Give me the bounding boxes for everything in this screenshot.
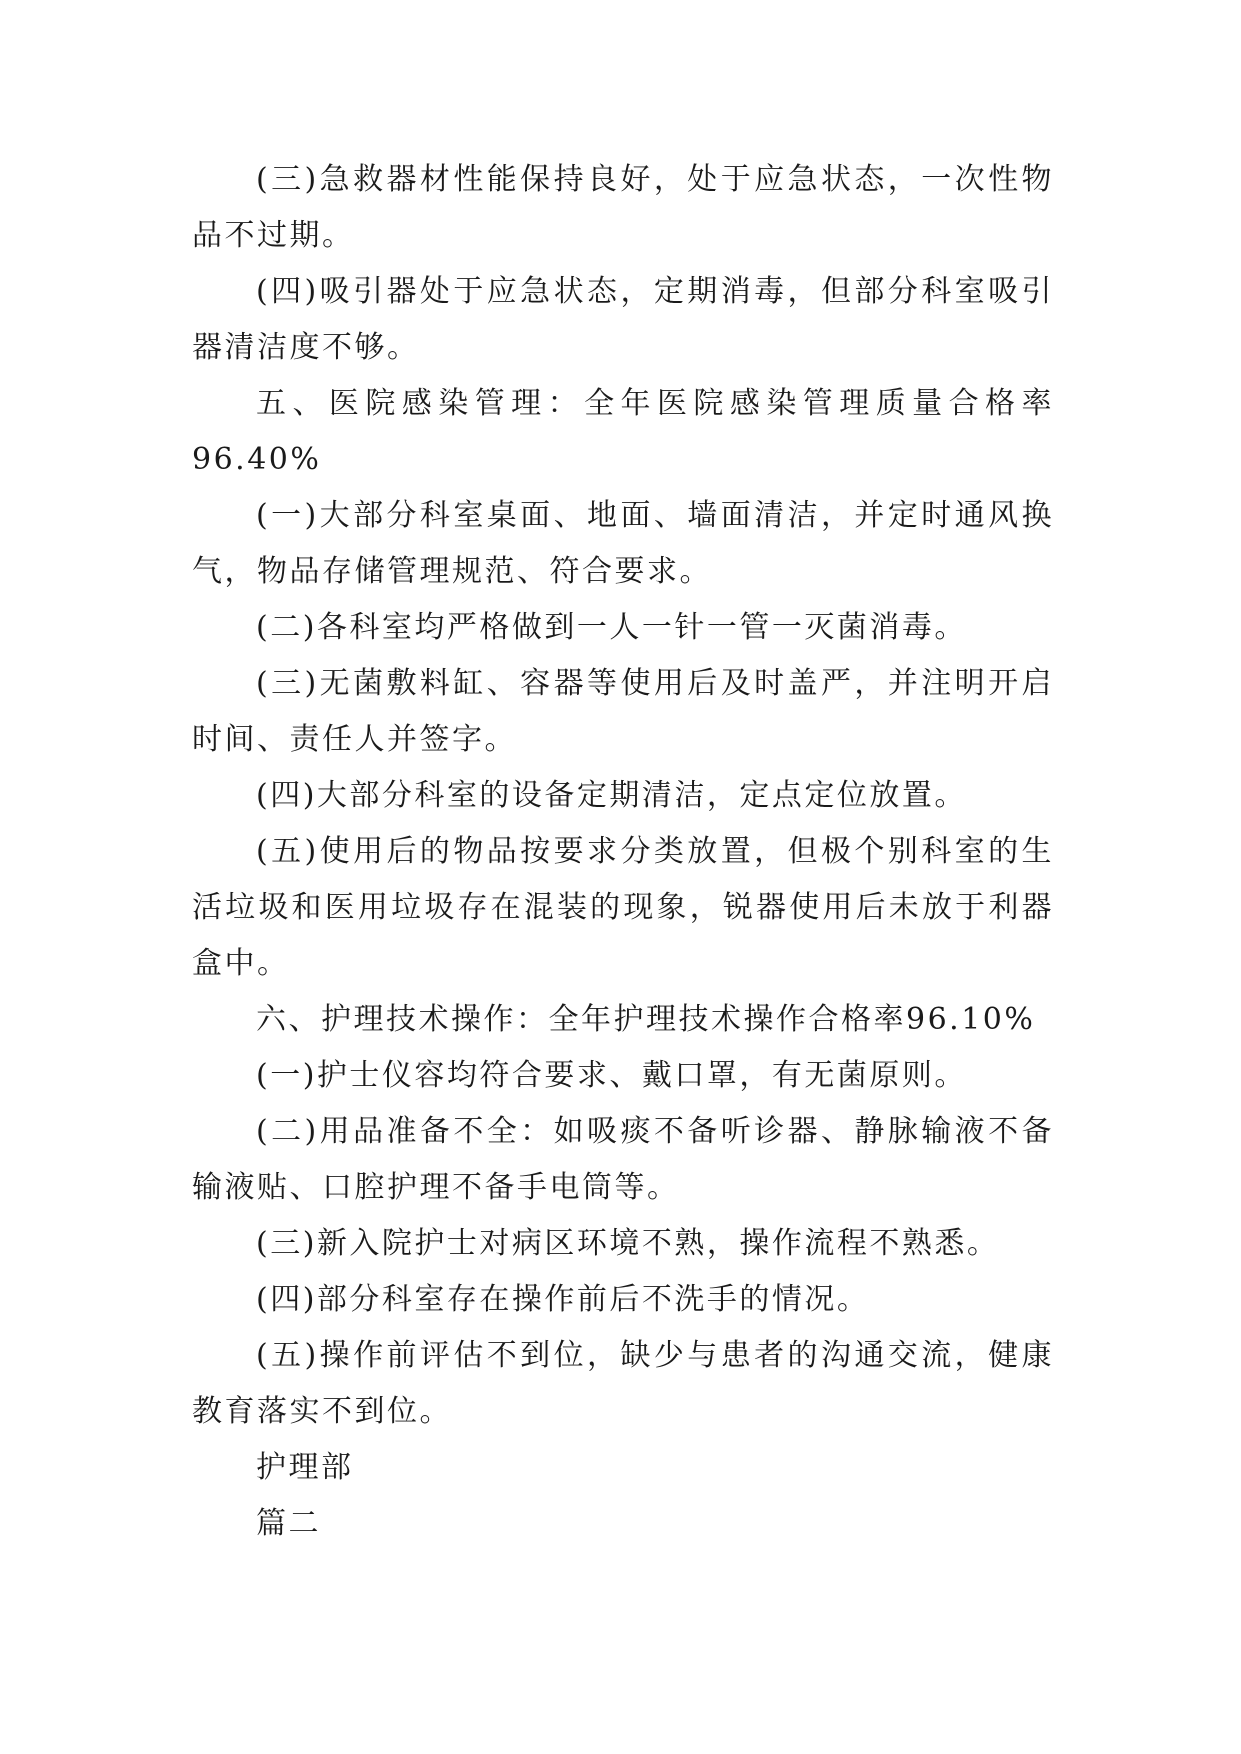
paragraph-sterile-containers: (三)无菌敷料缸、容器等使用后及时盖严，并注明开启时间、责任人并签字。 [192,666,1054,757]
paragraph-supplies-incomplete: (二)用品准备不全：如吸痰不备听诊器、静脉输液不备输液贴、口腔护理不备手电筒等。 [192,1114,1054,1205]
section-label-part-two: 篇二 [256,1506,321,1541]
paragraph-hand-washing: (四)部分科室存在操作前后不洗手的情况。 [256,1282,870,1317]
paragraph-sterilization: (二)各科室均严格做到一人一针一管一灭菌消毒。 [256,610,967,645]
document-body [192,152,1054,1552]
signature-department: 护理部 [256,1450,354,1485]
section-heading-infection-management: 五、医院感染管理：全年医院感染管理质量合格率96.40% [192,386,1054,477]
paragraph-cleaning-ventilation: (一)大部分科室桌面、地面、墙面清洁，并定时通风换气，物品存储管理规范、符合要求。 [192,498,1054,589]
paragraph-equipment-cleaning: (四)大部分科室的设备定期清洁，定点定位放置。 [256,778,967,813]
paragraph-new-nurses: (三)新入院护士对病区环境不熟，操作流程不熟悉。 [256,1226,1000,1261]
paragraph-emergency-equipment: (三)急救器材性能保持良好，处于应急状态，一次性物品不过期。 [192,162,1054,253]
paragraph-suction-device: (四)吸引器处于应急状态，定期消毒，但部分科室吸引器清洁度不够。 [192,274,1054,365]
paragraph-waste-sorting: (五)使用后的物品按要求分类放置，但极个别科室的生活垃圾和医用垃圾存在混装的现象，锐器使用后未放于利器盒中。 [192,834,1054,981]
paragraph-nurse-appearance: (一)护士仪容均符合要求、戴口罩，有无菌原则。 [256,1058,967,1093]
section-heading-nursing-technique: 六、护理技术操作：全年护理技术操作合格率96.10% [256,1002,1036,1037]
paragraph-assessment: (五)操作前评估不到位，缺少与患者的沟通交流，健康教育落实不到位。 [192,1338,1054,1429]
